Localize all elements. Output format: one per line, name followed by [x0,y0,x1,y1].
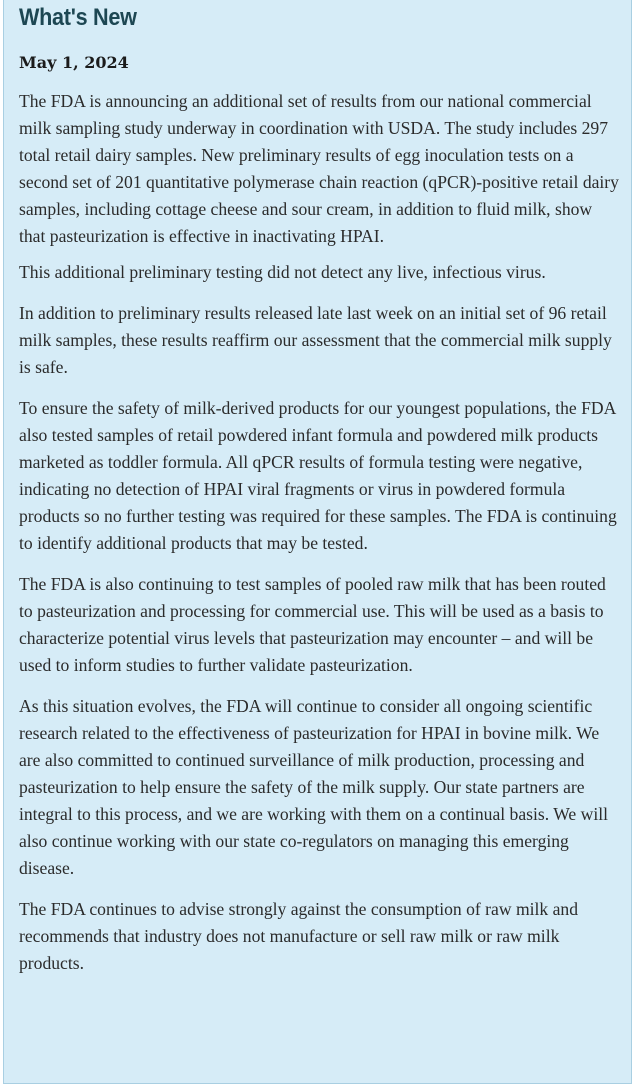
paragraph-announcement: The FDA is announcing an additional set of results from our national commercial milk sampling study underway in coordination with USDA. The study includes 297 total retail dairy samples. New preliminary results of egg inoculation tests on a second set of 201 quantitative polymerase chain reaction (qPCR)-positive retail dairy samples, including cottage cheese and sour cream, in addition to fluid milk, show that pasteurization is effective in inactivating HPAI. [19,91,619,246]
update-date: May 1, 2024 [19,53,129,72]
paragraph-no-live-virus: This additional preliminary testing did not detect any live, infectious virus. [19,262,546,282]
paragraph-pooled-raw-milk: The FDA is also continuing to test samples of pooled raw milk that has been routed to pasteurization and processing for commercial use. This will be used as a basis to characterize potential virus levels that pasteurization may encounter – and will be used to inform studies to further validate pasteurization. [19,574,606,675]
paragraph-infant-formula: To ensure the safety of milk-derived products for our youngest populations, the FDA also tested samples of retail powdered infant formula and powdered milk products marketed as toddler formula. All qPCR results of formula testing were negative, indicating no detection of HPAI viral fragments or virus in powdered formula products so no further testing was required for these samples. The FDA is continuing to identify additional products that may be tested. [19,398,617,553]
panel-title: What's New [19,4,137,31]
paragraph-ongoing-research: As this situation evolves, the FDA will continue to consider all ongoing scientific research related to the effectiveness of pasteurization for HPAI in bovine milk. We are also committed to continued surveillance of milk production, processing and pasteurization to help ensure the safety of the milk supply. Our state partners are integral to this process, and we are working with them on a continual basis. We will also continue working with our state co-regulators on managing this emerging disease. [19,696,608,878]
whats-new-panel [3,0,632,1084]
paragraph-reaffirm-safety: In addition to preliminary results released late last week on an initial set of 96 retail milk samples, these results reaffirm our assessment that the commercial milk supply is safe. [19,303,612,377]
paragraph-raw-milk-advice: The FDA continues to advise strongly against the consumption of raw milk and recommends that industry does not manufacture or sell raw milk or raw milk products. [19,899,579,973]
